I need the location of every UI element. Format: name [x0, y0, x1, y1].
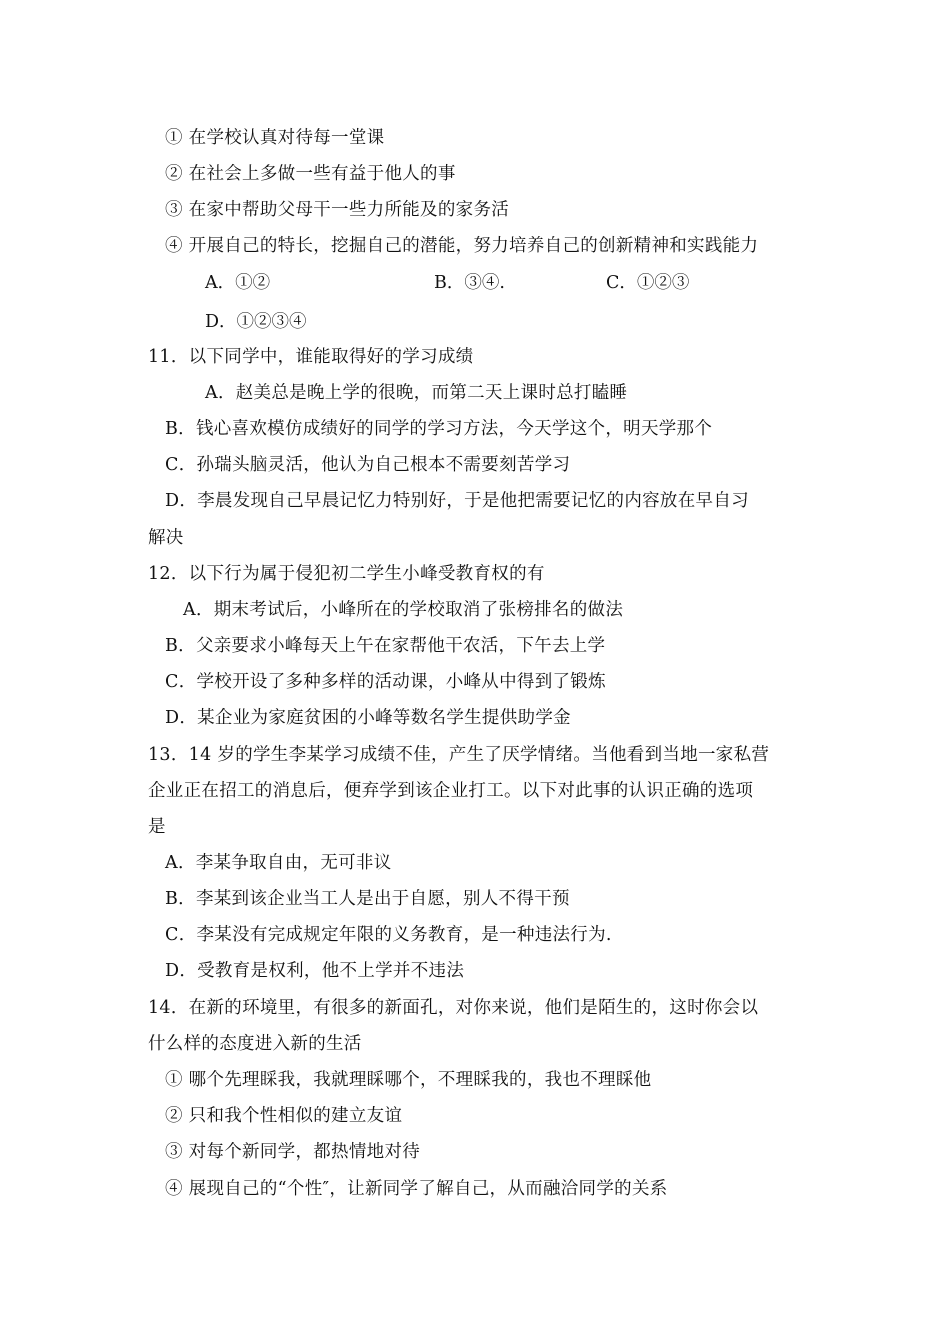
q11-option-d: D．李晨发现自己早晨记忆力特别好，于是他把需要记忆的内容放在早自习 [165, 491, 749, 511]
q13-option-d: D．受教育是权利，他不上学并不违法 [165, 961, 465, 981]
q10-item-4: ④ 开展自己的特长，挖掘自己的潜能，努力培养自己的创新精神和实践能力 [165, 236, 759, 256]
q10-item-1: ① 在学校认真对待每一堂课 [165, 128, 385, 148]
q11-option-a: A．赵美总是晚上学的很晚，而第二天上课时总打瞌睡 [205, 383, 628, 403]
q10-option-d: D．①②③④ [205, 312, 307, 332]
q14-stem-line-1: 14．在新的环境里，有很多的新面孔，对你来说，他们是陌生的，这时你会以 [148, 998, 759, 1018]
q11-option-c: C．孙瑞头脑灵活，他认为自己根本不需要刻苦学习 [165, 455, 571, 475]
q12-option-a: A．期末考试后，小峰所在的学校取消了张榜排名的做法 [183, 600, 624, 620]
q13-stem-line-2: 企业正在招工的消息后，便弃学到该企业打工。以下对此事的认识正确的选项 [148, 781, 754, 801]
q12-option-c: C．学校开设了多种多样的活动课，小峰从中得到了锻炼 [165, 672, 606, 692]
q13-stem-line-1: 13．14 岁的学生李某学习成绩不佳，产生了厌学情绪。当他看到当地一家私营 [148, 745, 770, 765]
q13-option-a: A．李某争取自由，无可非议 [165, 853, 392, 873]
q13-option-c: C．李某没有完成规定年限的义务教育，是一种违法行为. [165, 925, 612, 945]
q12-option-d: D．某企业为家庭贫困的小峰等数名学生提供助学金 [165, 708, 571, 728]
q11-option-b: B．钱心喜欢模仿成绩好的同学的学习方法，今天学这个，明天学那个 [165, 419, 713, 439]
q14-item-1: ① 哪个先理睬我，我就理睬哪个，不理睬我的，我也不理睬他 [165, 1070, 652, 1090]
q10-option-a: A．①② [205, 273, 271, 293]
q14-stem-line-2: 什么样的态度进入新的生活 [148, 1034, 362, 1054]
q13-option-b: B．李某到该企业当工人是出于自愿，别人不得干预 [165, 889, 570, 909]
q14-item-2: ② 只和我个性相似的建立友谊 [165, 1106, 403, 1126]
q14-item-3: ③ 对每个新同学，都热情地对待 [165, 1142, 421, 1162]
q12-stem: 12．以下行为属于侵犯初二学生小峰受教育权的有 [148, 564, 545, 584]
q12-option-b: B．父亲要求小峰每天上午在家帮他干农活，下午去上学 [165, 636, 606, 656]
q14-item-4: ④ 展现自己的“个性″，让新同学了解自己，从而融洽同学的关系 [165, 1179, 668, 1199]
q10-option-b: B．③④. [434, 273, 505, 293]
q10-option-c: C．①②③ [606, 273, 690, 293]
q10-item-3: ③ 在家中帮助父母干一些力所能及的家务活 [165, 200, 510, 220]
q11-stem: 11．以下同学中，谁能取得好的学习成绩 [148, 347, 474, 367]
q10-item-2: ② 在社会上多做一些有益于他人的事 [165, 164, 456, 184]
q11-option-d-cont: 解决 [148, 528, 184, 548]
q13-stem-line-3: 是 [148, 817, 166, 837]
